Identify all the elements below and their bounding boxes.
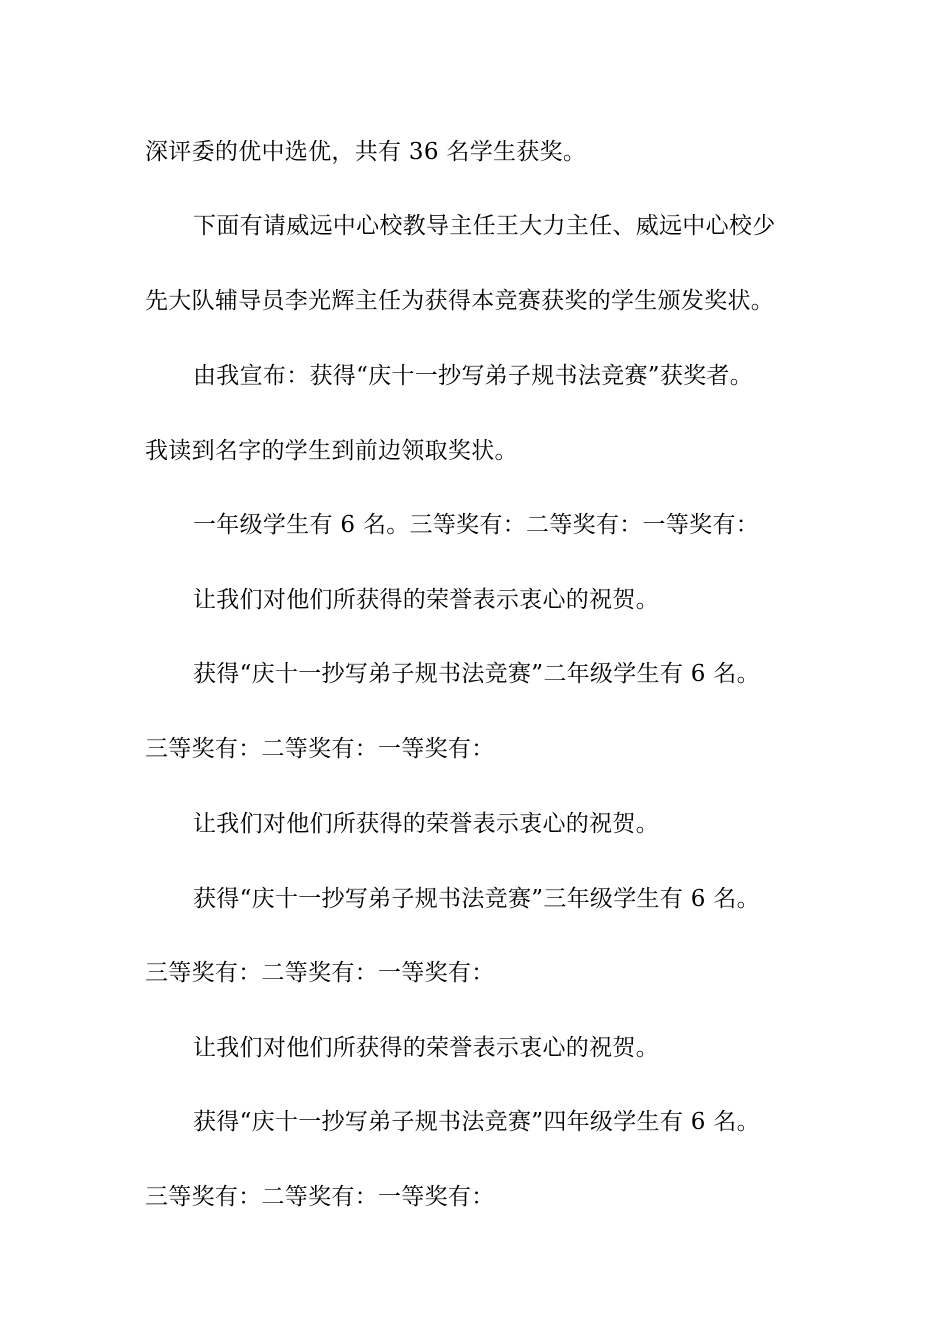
text-line-11: 获得“庆十一抄写弟子规书法竞赛”三年级学生有 6 名。 — [193, 886, 760, 912]
text-line-9: 三等奖有：二等奖有：一等奖有： — [145, 736, 495, 762]
text-line-10: 让我们对他们所获得的荣誉表示衷心的祝贺。 — [193, 811, 659, 837]
text-line-1: 深评委的优中选优，共有 36 名学生获奖。 — [145, 139, 587, 165]
text-line-4: 由我宣布：获得“庆十一抄写弟子规书法竞赛”获奖者。 — [193, 363, 754, 389]
text-line-8: 获得“庆十一抄写弟子规书法竞赛”二年级学生有 6 名。 — [193, 661, 760, 687]
text-line-6: 一年级学生有 6 名。三等奖有：二等奖有：一等奖有： — [193, 512, 760, 538]
text-line-7: 让我们对他们所获得的荣誉表示衷心的祝贺。 — [193, 587, 659, 613]
text-line-5: 我读到名字的学生到前边领取奖状。 — [145, 438, 518, 464]
text-line-3: 先大队辅导员李光辉主任为获得本竞赛获奖的学生颁发奖状。 — [145, 288, 775, 314]
text-line-15: 三等奖有：二等奖有：一等奖有： — [145, 1184, 495, 1210]
text-line-13: 让我们对他们所获得的荣誉表示衷心的祝贺。 — [193, 1035, 659, 1061]
text-line-14: 获得“庆十一抄写弟子规书法竞赛”四年级学生有 6 名。 — [193, 1109, 760, 1135]
text-line-12: 三等奖有：二等奖有：一等奖有： — [145, 960, 495, 986]
text-line-2: 下面有请威远中心校教导主任王大力主任、威远中心校少 — [193, 213, 776, 239]
